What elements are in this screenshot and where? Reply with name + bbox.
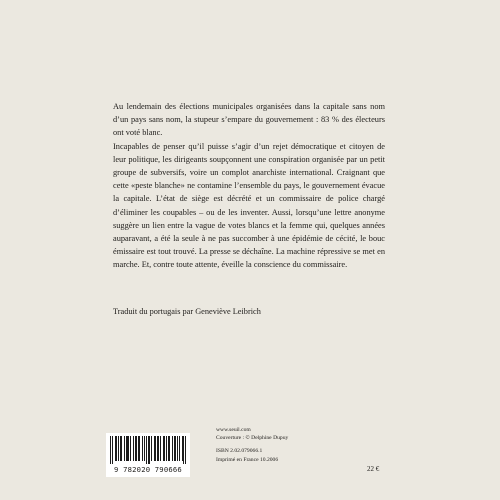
barcode-bar <box>124 436 125 461</box>
barcode-bar <box>130 436 131 461</box>
barcode-bar <box>144 436 145 461</box>
blurb-paragraph-2: Incapables de penser qu’il puisse s’agir d’un rejet démocratique et citoyen de leur politique, les dirigeants soupçonnent une conspiration organisée par un petit groupe de subversifs, voire un complot anarchiste international. Craignant que cette «peste blanche» ne contamine l’ensemble du pays, le gouvernement évacue la capitale. L’état de siège est décrété et un commissaire de police chargé d’éliminer les coupables – ou de les inventer. Aussi, lorsqu’une lettre anonyme suggère un lien entre la vague de votes blancs et la femme qui, quelques années auparavant, a été la seule à ne pas succomber à une épidémie de cécité, le bouc émissaire est tout trouvé. La presse se déchaîne. La machine répressive se met en marche. Et, contre toute attente, éveille la conscience du commissaire. <box>113 141 385 270</box>
barcode-bar <box>128 436 129 461</box>
barcode-bar <box>185 436 186 464</box>
barcode-bar <box>149 436 150 464</box>
barcode-bar <box>160 436 161 461</box>
barcode-bar <box>163 436 164 461</box>
barcode-bar <box>121 436 122 461</box>
barcode-bar <box>136 436 137 461</box>
barcode-bar <box>168 436 169 461</box>
barcode-bar <box>138 436 139 461</box>
barcode-bar <box>112 436 113 464</box>
barcode-bar <box>135 436 136 461</box>
barcode-bar <box>139 436 140 461</box>
barcode-bar <box>155 436 156 461</box>
barcode-bar <box>118 436 119 461</box>
barcode-bar <box>164 436 165 461</box>
barcode-bar <box>133 436 134 461</box>
barcode-digits: 9 782020 790666 <box>114 465 182 474</box>
printed-in: Imprimé en France 10.2006 <box>216 456 279 463</box>
barcode-bar <box>154 436 155 461</box>
price-label: 22 € <box>367 465 380 473</box>
barcode-bar <box>110 436 111 464</box>
barcode-bar <box>127 436 128 461</box>
barcode-bar <box>175 436 176 461</box>
barcode-bar <box>174 436 175 461</box>
isbn-text: ISBN 2.02.079066.1 <box>216 448 263 455</box>
barcode-bar <box>151 436 152 461</box>
cover-credit: Couverture : © Delphine Dupuy <box>216 435 289 442</box>
back-cover-blurb <box>113 100 385 272</box>
publisher-imprint <box>216 426 386 464</box>
barcode-bars <box>110 436 186 464</box>
barcode-bar <box>116 436 117 461</box>
blurb-paragraph-1: Au lendemain des élections municipales organisées dans la capitale sans nom d’un pays sans nom, la stupeur s’empare du gouvernement : 83 % des électeurs ont voté blanc. <box>113 102 385 138</box>
barcode-bar <box>120 436 121 461</box>
isbn-barcode <box>106 433 190 477</box>
barcode-bar <box>126 436 127 461</box>
barcode-bar <box>183 436 184 464</box>
barcode-bar <box>177 436 178 461</box>
barcode-bar <box>158 436 159 461</box>
barcode-bar <box>179 436 180 461</box>
translator-credit: Traduit du portugais par Geneviève Leibrich <box>113 307 261 316</box>
barcode-bar <box>172 436 173 461</box>
barcode-bar <box>115 436 116 461</box>
barcode-bar <box>148 436 149 464</box>
barcode-bar <box>157 436 158 461</box>
barcode-bar <box>146 436 147 464</box>
barcode-bar <box>182 436 183 461</box>
barcode-bar <box>142 436 143 461</box>
barcode-bar <box>166 436 167 461</box>
barcode-bar <box>169 436 170 461</box>
publisher-website: www.seuil.com <box>216 427 251 433</box>
